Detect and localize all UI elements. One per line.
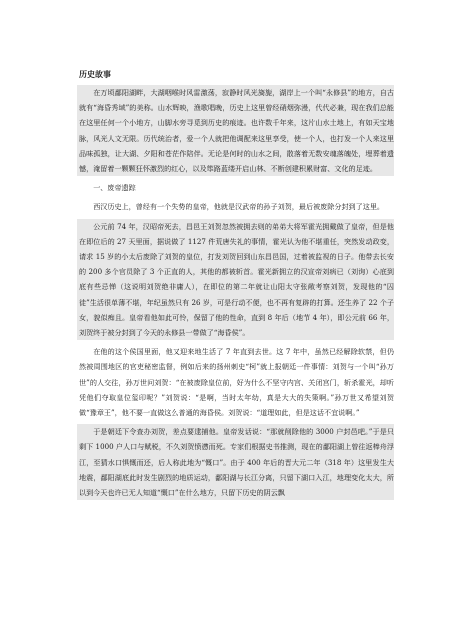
body-paragraph-3: 在他的这个侯国里面，他又迎来地生活了 7 年直到去世。这 7 年中，虽然已经解除软禁，但仍然被周围地区的官吏秘密监督，例如后来的扬州刺史“柯”就上报朝廷一件事情：刘贺与一个叫“孙万世”的人交往，孙万世问刘贺：“在被废除皇位前，好为什么不坚守内宫、关闭宫门，斩杀霍光，却听凭他们夺取皇位玺印呢？”刘贺说：“是啊，当时太年幼，真是大大的失策啊。”孙万世又希望刘贺做“豫章王”，他不要一直做这么普通的海昏侯。刘贺说：“道理如此，但是这话不宜说啊。” (79, 347, 394, 418)
document-title: 历史故事 (79, 70, 111, 79)
intro-paragraph: 在万顷鄱阳湖畔，大湖咽喉时风雷激荡，寂静时风光旖旎，湖岸上一个叫“永修县”的地方，自古就有“海昏秀域”的美称。山水辉映，渔歌唱晚，历史上这里曾经硝烟弥漫，代代必兼，现在我们总能在这里任何一个小地方，山脚水旁寻觅到历史的痕迹。也许数千年来，这片山水土地上，有如天宝地脉，风光人文无限。历代统治者，爱一个人就把他调配来这里享受，使一个人，也打发一个人来这里品味孤独，让大湖、夕阳和苍茫作陪伴。无论是何时的山水之间，散落着无数安魂落魄处，埋葬着遗憾，淹留着一颗颗狂怀激烈的红心，以及筚路蓝缕开启山林、不断创建积累财富、文化的足迹。 (77, 85, 394, 176)
body-paragraph-2: 公元前 74 年，汉昭帝死去，昌邑王刘贺忽然被拥去则的弟弟大将军霍光拥戴做了皇帝，但是他在即位后的 27 天里面，据说做了 1127 件荒唐失礼的事情，霍光认为他不堪重任，突然发动政变，请求 15 岁的小太后废除了刘贺的皇位，打发刘贺回到山东昌邑国，过着被监视的日子。他带去长安的 200 多个官员除了 3 个正直的人，其他的都被斩首。霍光新拥立的汉宣帝刘病已（刘询）心底到底有些忌惮（这说明刘贺绝非庸人），在即位的第二年就让山阳太守张敞考察刘贺，发现他的“囚徒”生活很单薄不堪，年纪虽然只有 26 岁，可是行动不便，也不再有复辟的打算。还生养了 22 个子女，貌似痴且。皇帝看他如此可怜，保留了他的性命，直到 8 年后（地节 4 年），即公元前 66 年，刘贺终于被分封到了今天的永修县一带做了“海昏侯”。 (77, 219, 394, 341)
section-heading: 一、废帝遗踪 (93, 183, 136, 193)
body-paragraph-1: 西汉历史上，曾经有一个失势的皇帝，他就是汉武帝的孙子刘贺，最后被废除分封到了这里。 (93, 202, 385, 212)
body-paragraph-4: 于是朝廷下令查办刘贺，差点要逮捕他。皇帝发话说：“那就削除他的 3000 户封邑吧。”于是只剩下 1000 户人口与赋税，不久刘贺愤懑而死。专家们根据史书推测，现在的鄱阳湖上曾往返棒舟浮江，至猜水口惧慨而还，后人称此地为“慨口”。由于 400 年后的晋大元二年（318 年）这里发生大地震，鄱阳湖底此时发生剧烈的地质运动，鄱阳湖与长江分离，只留下湖口入江，地理变化太大，所以到今天也许已无人知道“慨口”在什么地方，只留下历史的阴云飘 (77, 424, 394, 500)
